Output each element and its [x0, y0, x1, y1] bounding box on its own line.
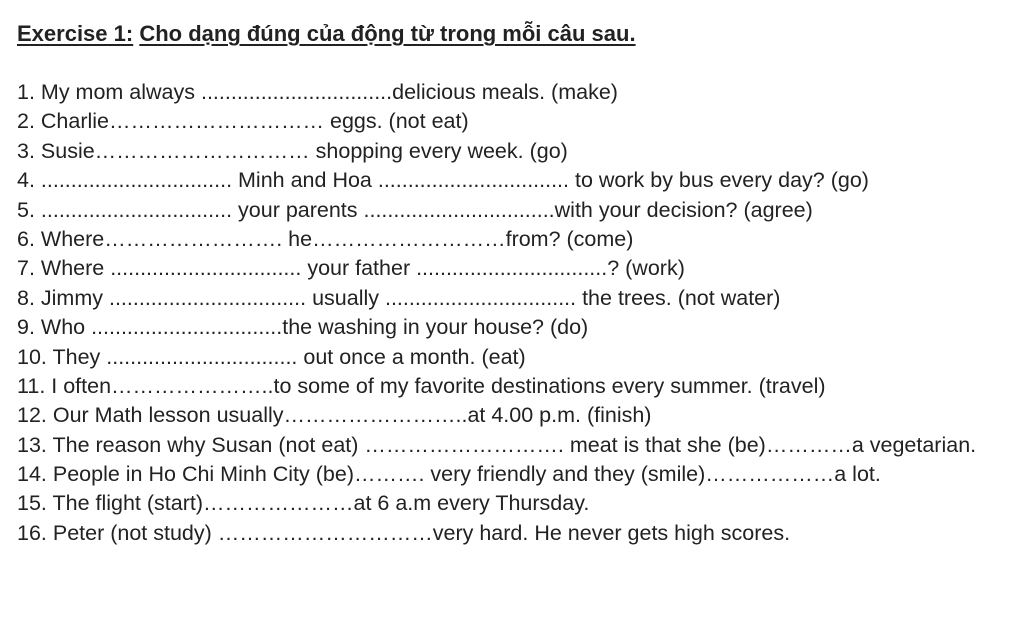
question-line-11: 11. I often…………………..to some of my favorite destinations every summer. (travel) [17, 373, 826, 398]
question-line-16: 16. Peter (not study) …………………………very hard. He never gets high scores. [17, 520, 791, 545]
question-line-12: 12. Our Math lesson usually……………………..at 4.00 p.m. (finish) [17, 403, 652, 428]
question-line-2: 2. Charlie………………………… eggs. (not eat) [17, 109, 469, 134]
exercise-title [17, 20, 636, 48]
question-line-13: 13. The reason why Susan (not eat) ………………………. meat is that she (be)…………a vegetarian. [17, 432, 977, 457]
question-line-15: 15. The flight (start)…………………at 6 a.m every Thursday. [17, 491, 590, 516]
question-line-4: 4. ................................ Minh and Hoa ................................ to work by bus every day? (go) [17, 168, 869, 193]
exercise-instruction: Cho dạng đúng của động từ trong mỗi câu sau. [139, 21, 636, 46]
question-line-1: 1. My mom always ................................delicious meals. (make) [17, 80, 618, 104]
question-line-9: 9. Who ................................the washing in your house? (do) [17, 315, 589, 340]
question-line-3: 3. Susie………………………… shopping every week. (go) [17, 138, 568, 163]
question-line-6: 6. Where……………………. he………………………from? (come) [17, 226, 634, 251]
question-line-5: 5. ................................ your parents ................................with your decision? (agree) [17, 197, 813, 222]
question-line-14: 14. People in Ho Chi Minh City (be)………. very friendly and they (smile)………………a lot. [17, 462, 881, 487]
exercise-questions [17, 78, 1012, 548]
question-line-7: 7. Where ................................ your father ................................? (work) [17, 256, 685, 281]
question-line-8: 8. Jimmy ................................. usually ................................ the trees. (not water) [17, 285, 781, 310]
exercise-number: Exercise 1: [17, 21, 134, 46]
question-line-10: 10. They ................................ out once a month. (eat) [17, 344, 526, 369]
